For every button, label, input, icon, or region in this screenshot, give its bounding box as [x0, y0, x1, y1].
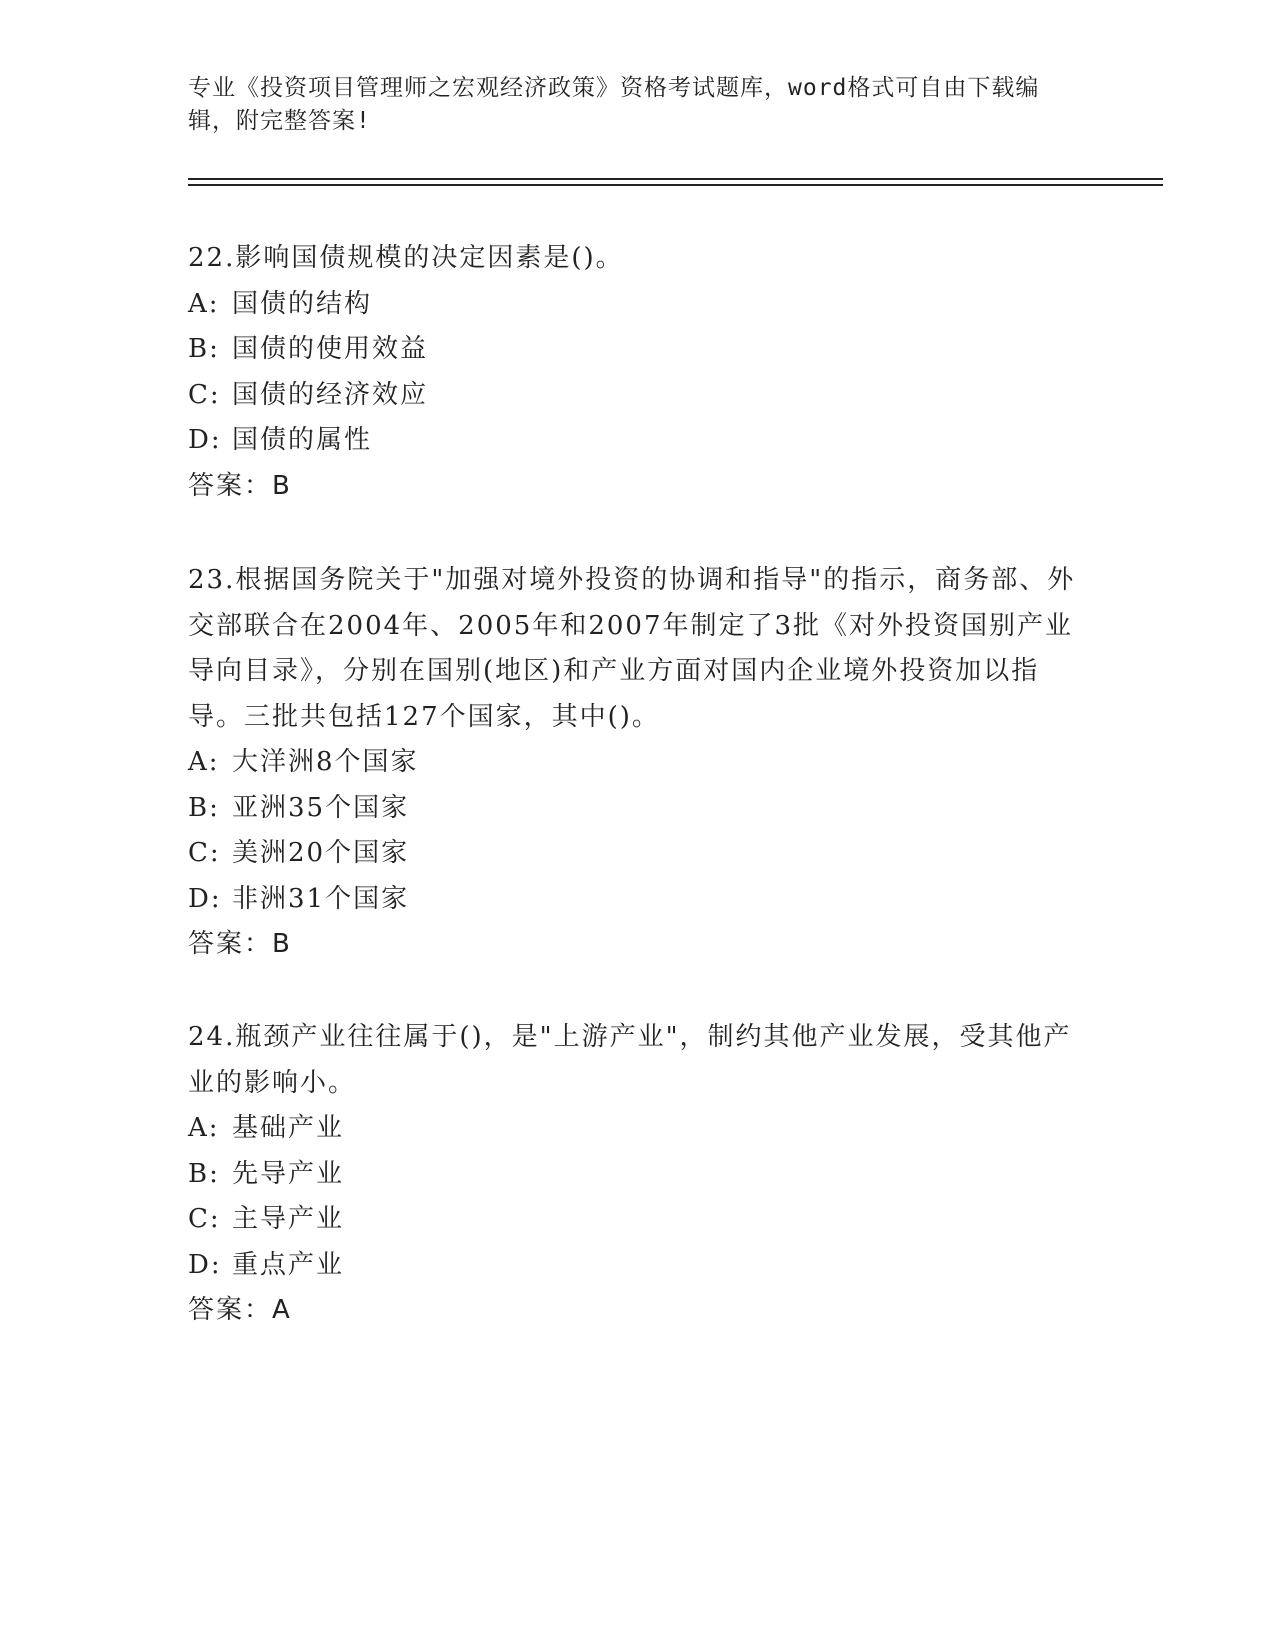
option-text: 先导产业 [232, 1158, 345, 1189]
option-letter: A: [188, 288, 220, 319]
option-c [188, 1197, 1088, 1243]
header-divider-bottom [188, 184, 1163, 186]
question-stem: 22.影响国债规模的决定因素是()。 [188, 243, 624, 273]
option-letter: C: [188, 379, 221, 410]
header-line-1: 专业《投资项目管理师之宏观经济政策》资格考试题库，word格式可自由下载编 [188, 75, 1040, 101]
option-text: 大洋洲8个国家 [232, 747, 419, 777]
option-d [188, 418, 1088, 464]
option-letter: C: [188, 1204, 221, 1234]
option-letter: B: [188, 792, 220, 823]
option-c [188, 373, 1088, 419]
option-letter: A: [188, 1113, 220, 1143]
option-letter: B: [188, 1158, 220, 1189]
question-24 [188, 1015, 1088, 1334]
option-b [188, 786, 1088, 832]
question-23 [188, 558, 1088, 968]
question-stem: 24.瓶颈产业往往属于()，是"上游产业"，制约其他产业发展，受其他产业的影响小。 [188, 1022, 1072, 1098]
document-header [188, 72, 1068, 138]
option-letter: B: [188, 334, 220, 364]
option-text: 非洲31个国家 [232, 883, 410, 914]
answer-label: 答案：B [188, 929, 292, 959]
option-a [188, 740, 1088, 786]
question-stem: 23.根据国务院关于"加强对境外投资的协调和指导"的指示，商务部、外交部联合在2004年、2005年和2007年制定了3批《对外投资国别产业导向目录》，分别在国别(地区)和产业方面对国内企业境外投资加以指导。三批共包括127个国家，其中()。 [188, 565, 1076, 732]
option-b [188, 1152, 1088, 1198]
option-letter: D: [188, 883, 222, 914]
option-text: 美洲20个国家 [232, 838, 410, 868]
header-line-2: 辑，附完整答案! [188, 108, 371, 134]
answer-label: 答案：A [188, 1295, 292, 1325]
answer-label: 答案：B [188, 470, 292, 501]
option-text: 亚洲35个国家 [232, 792, 410, 823]
option-letter: D: [188, 425, 222, 455]
option-a [188, 1106, 1088, 1152]
option-a [188, 282, 1088, 328]
option-b [188, 327, 1088, 373]
option-d [188, 877, 1088, 923]
option-text: 重点产业 [232, 1249, 345, 1280]
header-divider-top [188, 178, 1163, 180]
option-c [188, 831, 1088, 877]
option-d [188, 1243, 1088, 1289]
option-text: 国债的使用效益 [232, 334, 429, 364]
option-letter: A: [188, 747, 220, 777]
option-text: 国债的属性 [232, 425, 373, 455]
option-letter: D: [188, 1249, 222, 1280]
option-letter: C: [188, 838, 221, 868]
option-text: 国债的结构 [232, 288, 373, 319]
question-22 [188, 236, 1088, 509]
option-text: 基础产业 [232, 1113, 345, 1143]
option-text: 国债的经济效应 [232, 379, 429, 410]
option-text: 主导产业 [232, 1204, 345, 1234]
